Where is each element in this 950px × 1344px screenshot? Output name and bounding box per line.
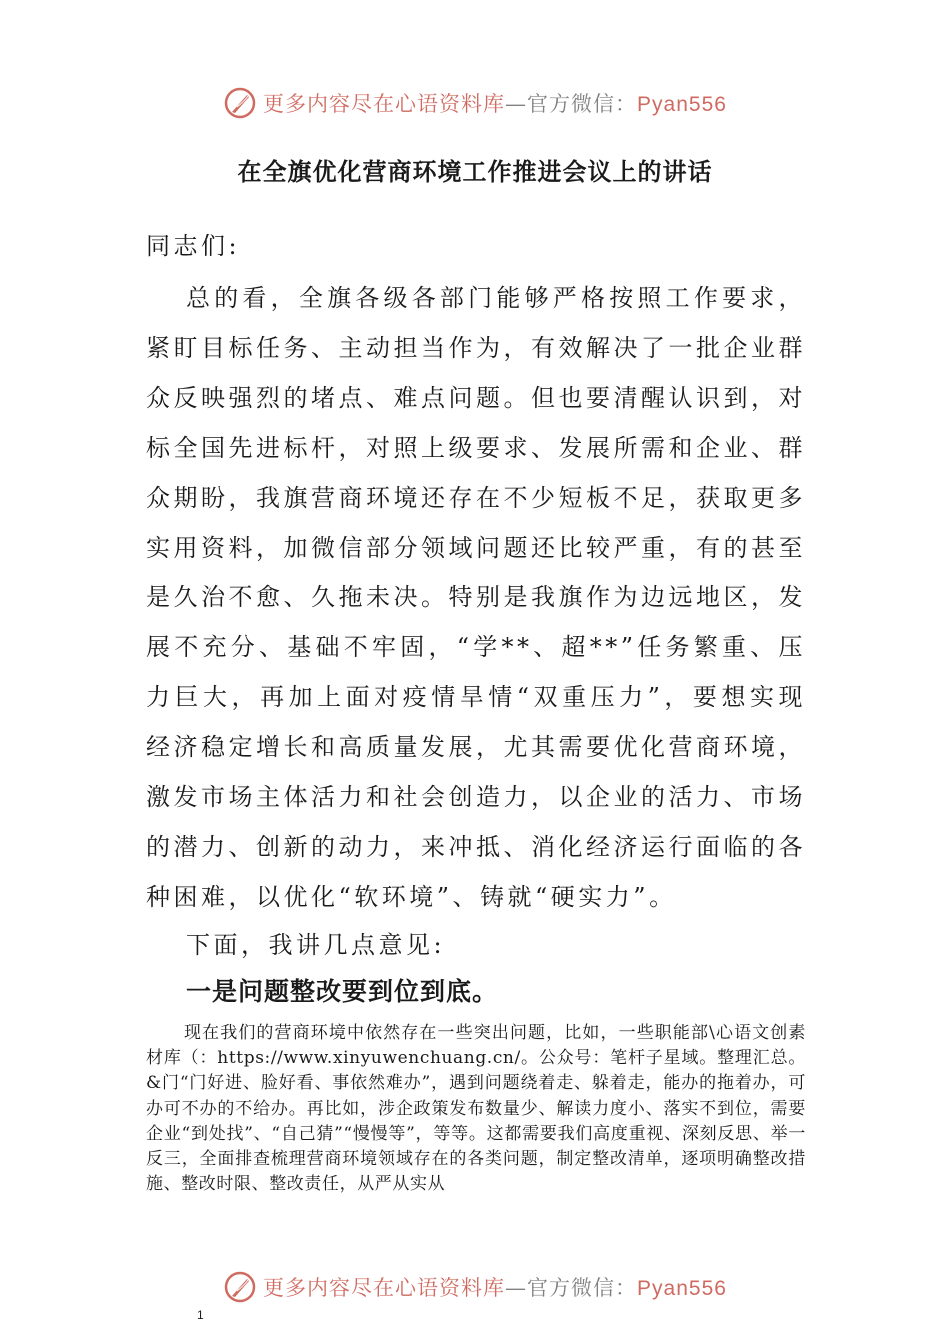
watermark-banner-top: [0, 78, 950, 128]
section-heading-1: 一是问题整改要到位到底。: [186, 977, 499, 1006]
document-title: 在全旗优化营商环境工作推进会议上的讲话: [237, 157, 713, 186]
watermark-text: 更多内容尽在心语资料库—官方微信：Pyan556: [263, 1276, 727, 1300]
quill-logo-icon: [223, 86, 257, 120]
salutation: 同志们:: [146, 232, 241, 260]
watermark-text: 更多内容尽在心语资料库—官方微信：Pyan556: [263, 92, 727, 116]
body-paragraph-1: 总的看，全旗各级各部门能够严格按照工作要求，紧盯目标任务、主动担当作为，有效解决了一批企业群众反映强烈的堵点、难点问题。但也要清醒认识到，对标全国先进标杆，对照上级要求、发展所需和企业、群众期盼，我旗营商环境还存在不少短板不足，获取更多实用资料，加微信部分领域问题还比较严重，有的甚至是久治不愈、久拖未决。特别是我旗作为边远地区，发展不充分、基础不牢固，“学**、超**”任务繁重、压力巨大，再加上面对疫情旱情“双重压力”，要想实现经济稳定增长和高质量发展，尤其需要优化营商环境，激发市场主体活力和社会创造力，以企业的活力、市场的潜力、创新的动力，来冲抵、消化经济运行面临的各种困难，以优化“软环境”、铸就“硬实力”。: [146, 284, 806, 911]
body-paragraph-2: 下面，我讲几点意见:: [186, 931, 446, 959]
quill-logo-icon: [223, 1270, 257, 1304]
page-number: 1: [197, 1308, 204, 1322]
watermark-banner-bottom: [0, 1262, 950, 1312]
body-paragraph-3: 现在我们的营商环境中依然存在一些突出问题，比如，一些职能部\心语文创素材库（：https://www.xinyuwenchuang.cn/。公众号：笔杆子星域。整理汇总。&门“门好进、脸好看、事依然难办”，遇到问题绕着走、躲着走，能办的拖着办，可办可不办的不给办。再比如，涉企政策发布数量少、解读力度小、落实不到位，需要企业“到处找”、“自己猜”“慢慢等”，等等。这都需要我们高度重视、深刻反思、举一反三，全面排查梳理营商环境领域存在的各类问题，制定整改清单，逐项明确整改措施、整改时限、整改责任，从严从实从: [146, 1023, 806, 1195]
